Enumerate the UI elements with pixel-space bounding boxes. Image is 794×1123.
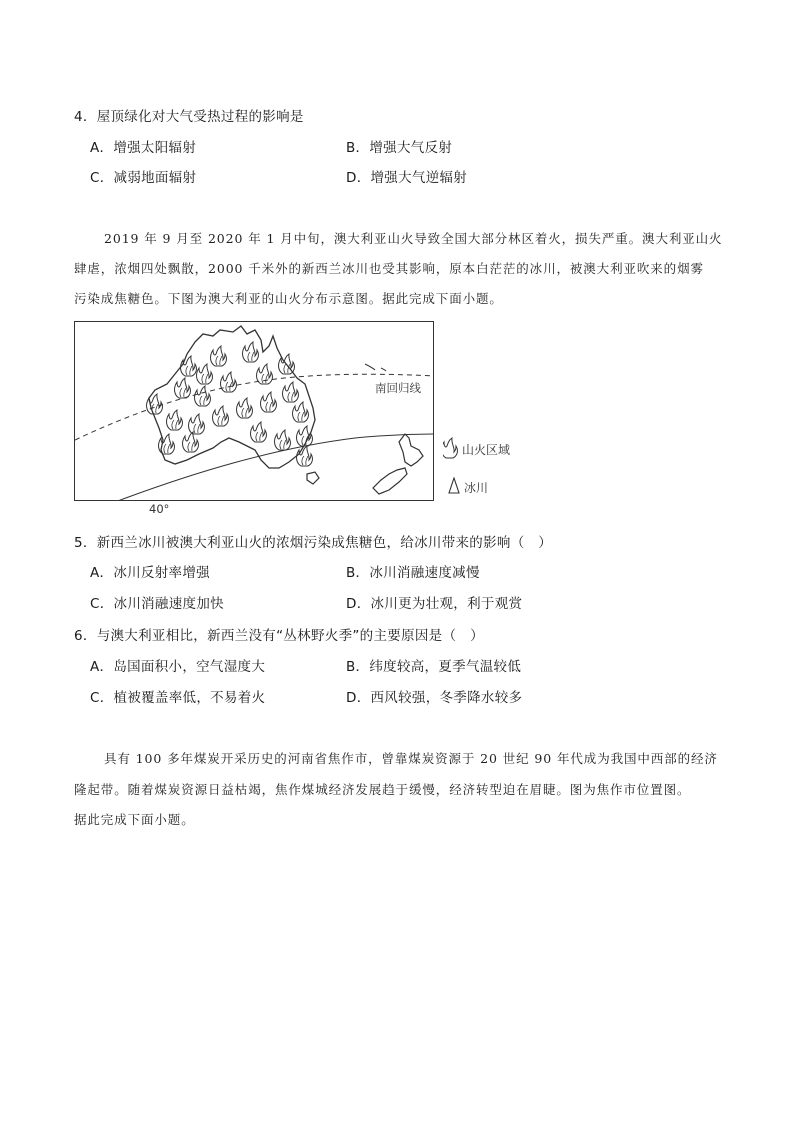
q6-option-a[interactable]: A．岛国面积小，空气湿度大	[90, 659, 266, 675]
passage2-line-2: 隆起带。随着煤炭资源日益枯竭，焦作煤城经济发展趋于缓慢，经济转型迫在眉睫。图为焦作市位置图。	[74, 782, 691, 797]
legend-glacier-label: 冰川	[464, 481, 489, 495]
q5-option-c[interactable]: C．冰川消融速度加快	[90, 596, 224, 612]
q6-option-b[interactable]: B．纬度较高，夏季气温较低	[346, 659, 522, 675]
new-zealand-north	[399, 434, 423, 466]
q6-stem: 6．与澳大利亚相比，新西兰没有“丛林野火季”的主要原因是（ ）	[74, 628, 484, 644]
q6-option-d[interactable]: D．西风较强，冬季降水较多	[346, 690, 523, 706]
q4-option-d[interactable]: D．增强大气逆辐射	[346, 170, 468, 186]
map-drawing	[75, 322, 434, 501]
tasmania	[307, 472, 319, 484]
q4-option-b[interactable]: B．增强大气反射	[346, 140, 453, 156]
passage1-line-2: 肆虐，浓烟四处飘散，2000 千米外的新西兰冰川也受其影响，原本白茫茫的冰川，被澳大利亚吹来的烟雾	[74, 261, 704, 276]
q4-option-c[interactable]: C．减弱地面辐射	[90, 170, 197, 186]
tropic-label: 南回归线	[375, 381, 421, 395]
glacier-legend-icon	[447, 477, 461, 495]
australia-fire-map	[74, 321, 434, 501]
q5-option-a[interactable]: A．冰川反射率增强	[90, 565, 210, 581]
q5-stem: 5．新西兰冰川被澳大利亚山火的浓烟污染成焦糖色，给冰川带来的影响（ ）	[74, 535, 553, 551]
legend-fire-label: 山火区域	[462, 443, 511, 457]
fire-legend-icon	[443, 436, 461, 460]
q5-option-b[interactable]: B．冰川消融速度减慢	[346, 565, 480, 581]
australia-outline	[149, 326, 315, 468]
q6-option-c[interactable]: C．植被覆盖率低，不易着火	[90, 690, 266, 706]
new-zealand-south	[373, 468, 407, 494]
q4-stem: 4．屋顶绿化对大气受热过程的影响是	[74, 109, 304, 125]
passage1-line-1: 2019 年 9 月至 2020 年 1 月中旬，澳大利亚山火导致全国大部分林区着火，损失严重。澳大利亚山火	[104, 231, 723, 246]
q5-option-d[interactable]: D．冰川更为壮观，利于观赏	[346, 596, 523, 612]
latitude-label: 40°	[149, 502, 170, 516]
passage1-line-3: 污染成焦糖色。下图为澳大利亚的山火分布示意图。据此完成下面小题。	[74, 291, 503, 306]
passage2-line-1: 具有 100 多年煤炭开采历史的河南省焦作市，曾靠煤炭资源于 20 世纪 90 年代成为我国中西部的经济	[104, 751, 718, 766]
q4-option-a[interactable]: A．增强太阳辐射	[90, 140, 197, 156]
passage2-line-3: 据此完成下面小题。	[74, 812, 195, 827]
